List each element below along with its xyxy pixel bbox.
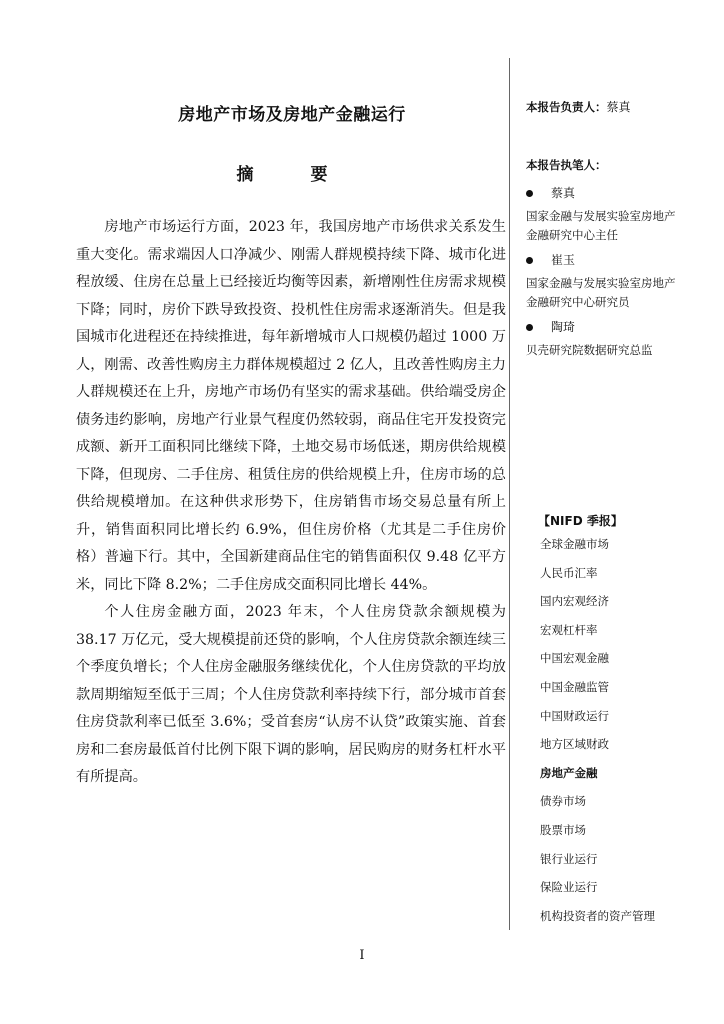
responsible-name: 蔡真 — [606, 100, 631, 114]
writers-label: 本报告执笔人： — [526, 158, 607, 172]
page-divider — [509, 58, 510, 930]
nav-item-local-finance[interactable]: 地方区域财政 — [540, 737, 609, 752]
nav-item-asset-management[interactable]: 机构投资者的资产管理 — [540, 908, 655, 923]
author-item — [526, 251, 575, 268]
nav-item-domestic-macro[interactable]: 国内宏观经济 — [540, 594, 609, 609]
author-name: 崔玉 — [551, 253, 576, 267]
author-name: 蔡真 — [551, 186, 576, 200]
page-number: I — [359, 948, 365, 963]
nav-item-fiscal-operation[interactable]: 中国财政运行 — [540, 708, 609, 723]
nav-item-macro-finance[interactable]: 中国宏观金融 — [540, 651, 609, 666]
nav-item-stock-market[interactable]: 股票市场 — [540, 822, 586, 837]
abstract-body — [76, 214, 506, 792]
bullet-icon — [526, 257, 533, 264]
bullet-icon — [526, 190, 533, 197]
abstract-heading: 摘 要 — [236, 165, 348, 185]
nav-item-financial-regulation[interactable]: 中国金融监管 — [540, 679, 609, 694]
nav-item-global-markets[interactable]: 全球金融市场 — [540, 537, 609, 551]
paragraph-finance: 个人住房金融方面，2023 年末，个人住房贷款余额规模为 38.17 万亿元，受大规模提前还贷的影响，个人住房贷款余额连续三个季度负增长；个人住房金融服务继续优化，个人住房贷款的平均放款周期缩短至低于三周；个人住房贷款利率持续下行，部分城市首套住房贷款利率已低至 3.6%；受首套房“认房不认贷”政策实施、首套房和二套房最低首付比例下限下调的影响，居民购房的财务杠杆水平有所提高。 — [76, 604, 506, 785]
nav-item-rmb-exchange[interactable]: 人民币汇率 — [540, 565, 598, 580]
responsible-label: 本报告负责人： — [526, 100, 607, 114]
nav-item-real-estate-finance[interactable]: 房地产金融 — [540, 765, 598, 780]
author-affiliation: 国家金融与发展实验室房地产金融研究中心研究员 — [526, 276, 676, 309]
report-series-nav — [540, 536, 655, 936]
report-title: 房地产市场及房地产金融运行 — [178, 105, 406, 125]
nifd-report-header: 【NIFD 季报】 — [538, 514, 623, 528]
nav-item-banking[interactable]: 银行业运行 — [540, 851, 598, 866]
author-affiliation: 国家金融与发展实验室房地产金融研究中心主任 — [526, 209, 676, 242]
author-affiliation: 贝壳研究院数据研究总监 — [526, 343, 653, 357]
nav-item-macro-leverage[interactable]: 宏观杠杆率 — [540, 622, 598, 637]
bullet-icon — [526, 324, 533, 331]
responsible-person — [526, 98, 706, 115]
author-item — [526, 184, 575, 201]
author-item — [526, 318, 575, 335]
nav-item-bond-market[interactable]: 债券市场 — [540, 794, 586, 809]
author-name: 陶琦 — [551, 320, 576, 334]
paragraph-market: 房地产市场运行方面，2023 年，我国房地产市场供求关系发生重大变化。需求端因人口净减少、刚需人群规模持续下降、城市化进程放缓、住房在总量上已经接近均衡等因素，新增刚性住房需求规模下降；同时，房价下跌导致投资、投机性住房需求逐渐消失。但是我国城市化进程还在持续推进，每年新增城市人口规模仍超过 1000 万人，刚需、改善性购房主力群体规模超过 2 亿人，且改善性购房主力人群规模还在上升，房地产市场仍有坚实的需求基础。供给端受房企债务违约影响，房地产行业景气程度仍然较弱，商品住宅开发投资完成额、新开工面积同比继续下降，土地交易市场低迷，期房供给规模下降，但现房、二手住房、租赁住房的供给规模上升，住房市场的总供给规模增加。在这种供求形势下，住房销售市场交易总量有所上升，销售面积同比增长约 6.9%，但住房价格（尤其是二手住房价格）普遍下行。其中，全国新建商品住宅的销售面积仅 9.48 亿平方米，同比下降 8.2%；二手住房成交面积同比增长 44%。 — [76, 219, 506, 593]
nav-item-insurance[interactable]: 保险业运行 — [540, 880, 598, 895]
